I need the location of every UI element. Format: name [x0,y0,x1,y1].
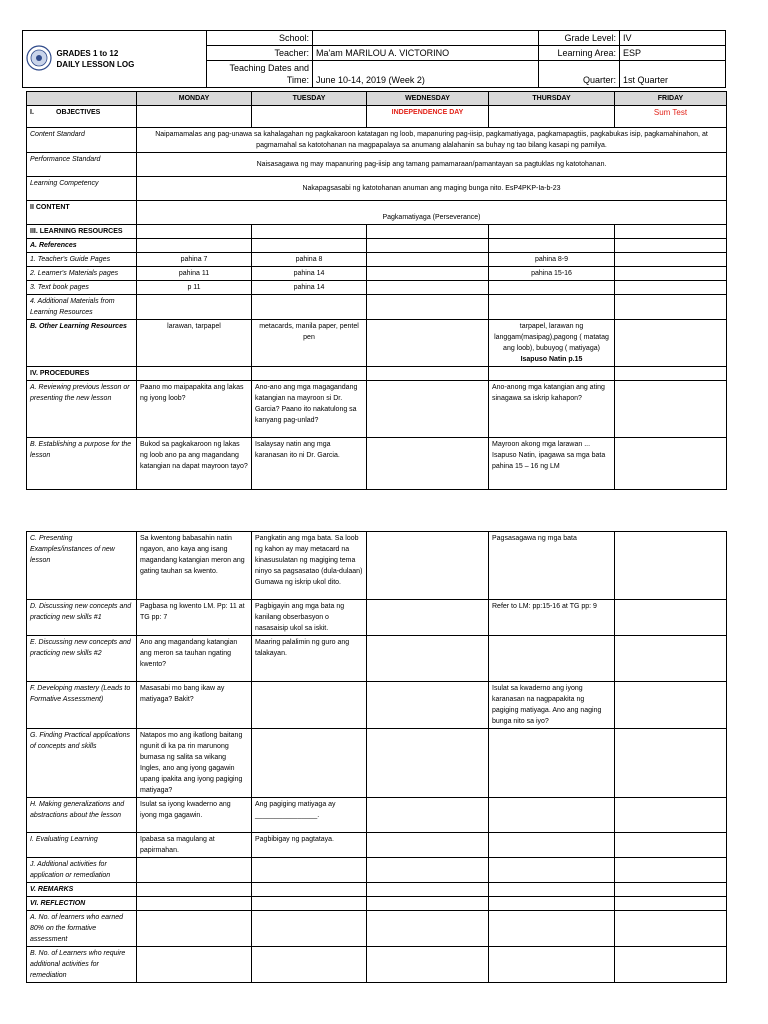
objectives-label: OBJECTIVES [56,109,101,116]
proc-i-label: I. Evaluating Learning [27,833,137,858]
tg-mon: pahina 7 [137,253,252,267]
content-standard-text: Naipamamalas ang pag-unawa sa kahalagahan ng pagkakaroon katatagan ng loob, mapanuring pag-iisip, pagkamatiyaga, pagkamapagtiis, pagkabukas isip, pagkamahinahon, at pagmamahal sa katotohanan na magpapalaya sa anumang alalahanin sa buhay ng tao bilang kasapi ng pamilya. [137,128,727,153]
other-thu-ref: Isapuso Natin p.15 [520,356,583,363]
proc-f-label: F. Developing mastery (Leads to Formative Assessment) [27,682,137,729]
day-thursday: THURSDAY [489,92,615,106]
proc-g-mon: Natapos mo ang ikatlong baitang ngunit di ka pa rin marunong bumasa ng salita sa wikang Ingles, ano ang iyong gagawin upang ipakita ang iyong pagiging matiyaga? [137,729,252,798]
performance-standard-text: Naisasagawa ng may mapanuring pag-iisip ang tamang pamamaraan/pamantayan sa pagtuklas ng katotohanan. [137,153,727,177]
additional-materials-label: 4. Additional Materials from Learning Resources [27,295,137,320]
dates-label-line2: Time: [286,75,309,85]
grades-label: GRADES 1 to 12 [56,49,119,58]
lm-pages-label: 2. Learner's Materials pages [27,267,137,281]
proc-j-label: J. Additional activities for application or remediation [27,858,137,883]
other-thu-materials: tarpapel, larawan ng langgam(masipag),pagong ( matatag ang loob), bubuyog ( matiyaga) [494,323,609,352]
lm-mon: pahina 11 [137,267,252,281]
other-resources-label: B. Other Learning Resources [27,320,137,367]
proc-d-thu: Refer to LM: pp:15-16 at TG pp: 9 [489,600,615,636]
day-friday: FRIDAY [615,92,727,106]
reflection-label: VI. REFLECTION [27,897,137,911]
proc-h-tue: Ang pagiging matiyaga ay ________________. [252,798,367,833]
other-tue: metacards, manila paper, pentel pen [252,320,367,367]
refl-a-label: A. No. of learners who earned 80% on the formative assessment [27,911,137,947]
grade-level-label: Grade Level: [539,31,620,46]
proc-g-label: G. Finding Practical applications of concepts and skills [27,729,137,798]
content-standard-label: Content Standard [27,128,137,153]
proc-d-mon: Pagbasa ng kwento LM. Pp: 11 at TG pp: 7 [137,600,252,636]
tg-tue: pahina 8 [252,253,367,267]
proc-f-mon: Masasabi mo bang ikaw ay matiyaga? Bakit? [137,682,252,729]
other-thu [489,320,615,367]
proc-a-label: A. Reviewing previous lesson or presenting the new lesson [27,381,137,438]
proc-a-mon: Paano mo maipapakita ang lakas ng iyong loob? [137,381,252,438]
obj-mon [137,106,252,128]
corner-cell [27,92,137,106]
textbook-pages-label: 3. Text book pages [27,281,137,295]
grade-level-value: IV [620,31,726,46]
proc-e-mon: Ano ang magandang katangian ang meron sa tauhan ngating kwento? [137,636,252,682]
proc-a-tue: Ano-ano ang mga magagandang katangian na mayroon si Dr. Garcia? Paano ito nakatulong sa kanyang pag-unlad? [252,381,367,438]
quarter-label: Quarter: [539,61,620,88]
day-tuesday: TUESDAY [252,92,367,106]
daily-lesson-log-title: DAILY LESSON LOG [56,60,135,69]
lesson-table-page1 [26,91,727,490]
dates-value: June 10-14, 2019 (Week 2) [313,61,539,88]
content-label: II CONTENT [27,201,137,225]
learning-competency-text: Nakapagsasabi ng katotohanan anuman ang maging bunga nito. EsP4PKP-Ia-b-23 [137,177,727,201]
deped-seal-logo [26,45,52,74]
tb-tue: pahina 14 [252,281,367,295]
learning-competency-label: Learning Competency [27,177,137,201]
proc-b-label: B. Establishing a purpose for the lesson [27,438,137,490]
refl-b-label: B. No. of Learners who require additional activities for remediation [27,947,137,983]
quarter-value: 1st Quarter [620,61,726,88]
learning-area-value: ESP [620,46,726,61]
proc-a-thu: Ano-anong mga katangian ang ating sinagawa sa iskrip kahapon? [489,381,615,438]
performance-standard-label: Performance Standard [27,153,137,177]
proc-b-tue: Isalaysay natin ang mga karanasan ito ni Dr. Garcia. [252,438,367,490]
proc-c-mon: Sa kwentong babasahin natin ngayon, ano kaya ang isang magandang katangian meron ang gating tauhan sa kwento. [137,532,252,600]
proc-b-mon: Bukod sa pagkakaroon ng lakas ng loob ano pa ang magandang katangian na dapat mayroon tayo? [137,438,252,490]
sum-test-note: Sum Test [615,106,727,128]
tb-mon: p 11 [137,281,252,295]
teacher-value: Ma'am MARILOU A. VICTORINO [313,46,539,61]
remarks-label: V. REMARKS [27,883,137,897]
proc-d-tue: Pagbigayin ang mga bata ng kanilang obserbasyon o nasasaisip ukol sa iskit. [252,600,367,636]
proc-c-thu: Pagsasagawa ng mga bata [489,532,615,600]
proc-c-tue: Pangkatin ang mga bata. Sa loob ng kahon ay may metacard na kinasusulatan ng magiging tema ninyo sa pagsasatao (dula-dulaan) Gumawa ng iskrip ukol dito. [252,532,367,600]
proc-h-mon: Isulat sa iyong kwaderno ang iyong mga gagawin. [137,798,252,833]
proc-b-thu: Mayroon akong mga larawan ... Isapuso Natin, ipagawa sa mga bata pahina 15 – 16 ng LM [489,438,615,490]
day-monday: MONDAY [137,92,252,106]
header-title-cell [23,31,207,88]
procedures-label: IV. PROCEDURES [27,367,137,381]
proc-e-label: E. Discussing new concepts and practicing new skills #2 [27,636,137,682]
day-wednesday: WEDNESDAY [367,92,489,106]
dates-label [207,61,313,88]
proc-e-tue: Maaring palalimin ng guro ang talakayan. [252,636,367,682]
content-text: Pagkamatiyaga (Perseverance) [137,201,727,225]
lesson-table-page2 [26,531,727,983]
teacher-label: Teacher: [207,46,313,61]
proc-c-label: C. Presenting Examples/instances of new lesson [27,532,137,600]
lm-tue: pahina 14 [252,267,367,281]
independence-day-note: INDEPENDENCE DAY [367,106,489,128]
tg-pages-label: 1. Teacher's Guide Pages [27,253,137,267]
proc-f-thu: Isulat sa kwaderno ang iyong karanasan na nagpapakita ng pagiging matiyaga. Ano ang naging bunga nito sa iyo? [489,682,615,729]
lm-thu: pahina 15-16 [489,267,615,281]
other-mon: larawan, tarpapel [137,320,252,367]
obj-tue [252,106,367,128]
dates-label-line1: Teaching Dates and [229,63,309,73]
grade-level-row [538,30,726,46]
proc-d-label: D. Discussing new concepts and practicing new skills #1 [27,600,137,636]
proc-i-tue: Pagbibigay ng pagtataya. [252,833,367,858]
learning-area-label: Learning Area: [539,46,620,61]
references-label: A. References [27,239,137,253]
objectives-num: I. [30,109,34,116]
proc-h-label: H. Making generalizations and abstractions about the lesson [27,798,137,833]
school-label: School: [207,31,313,46]
obj-thu [489,106,615,128]
objectives-heading [27,106,137,128]
tg-thu: pahina 8-9 [489,253,615,267]
proc-i-mon: Ipabasa sa magulang at papirmahan. [137,833,252,858]
learning-resources-label: III. LEARNING RESOURCES [27,225,137,239]
